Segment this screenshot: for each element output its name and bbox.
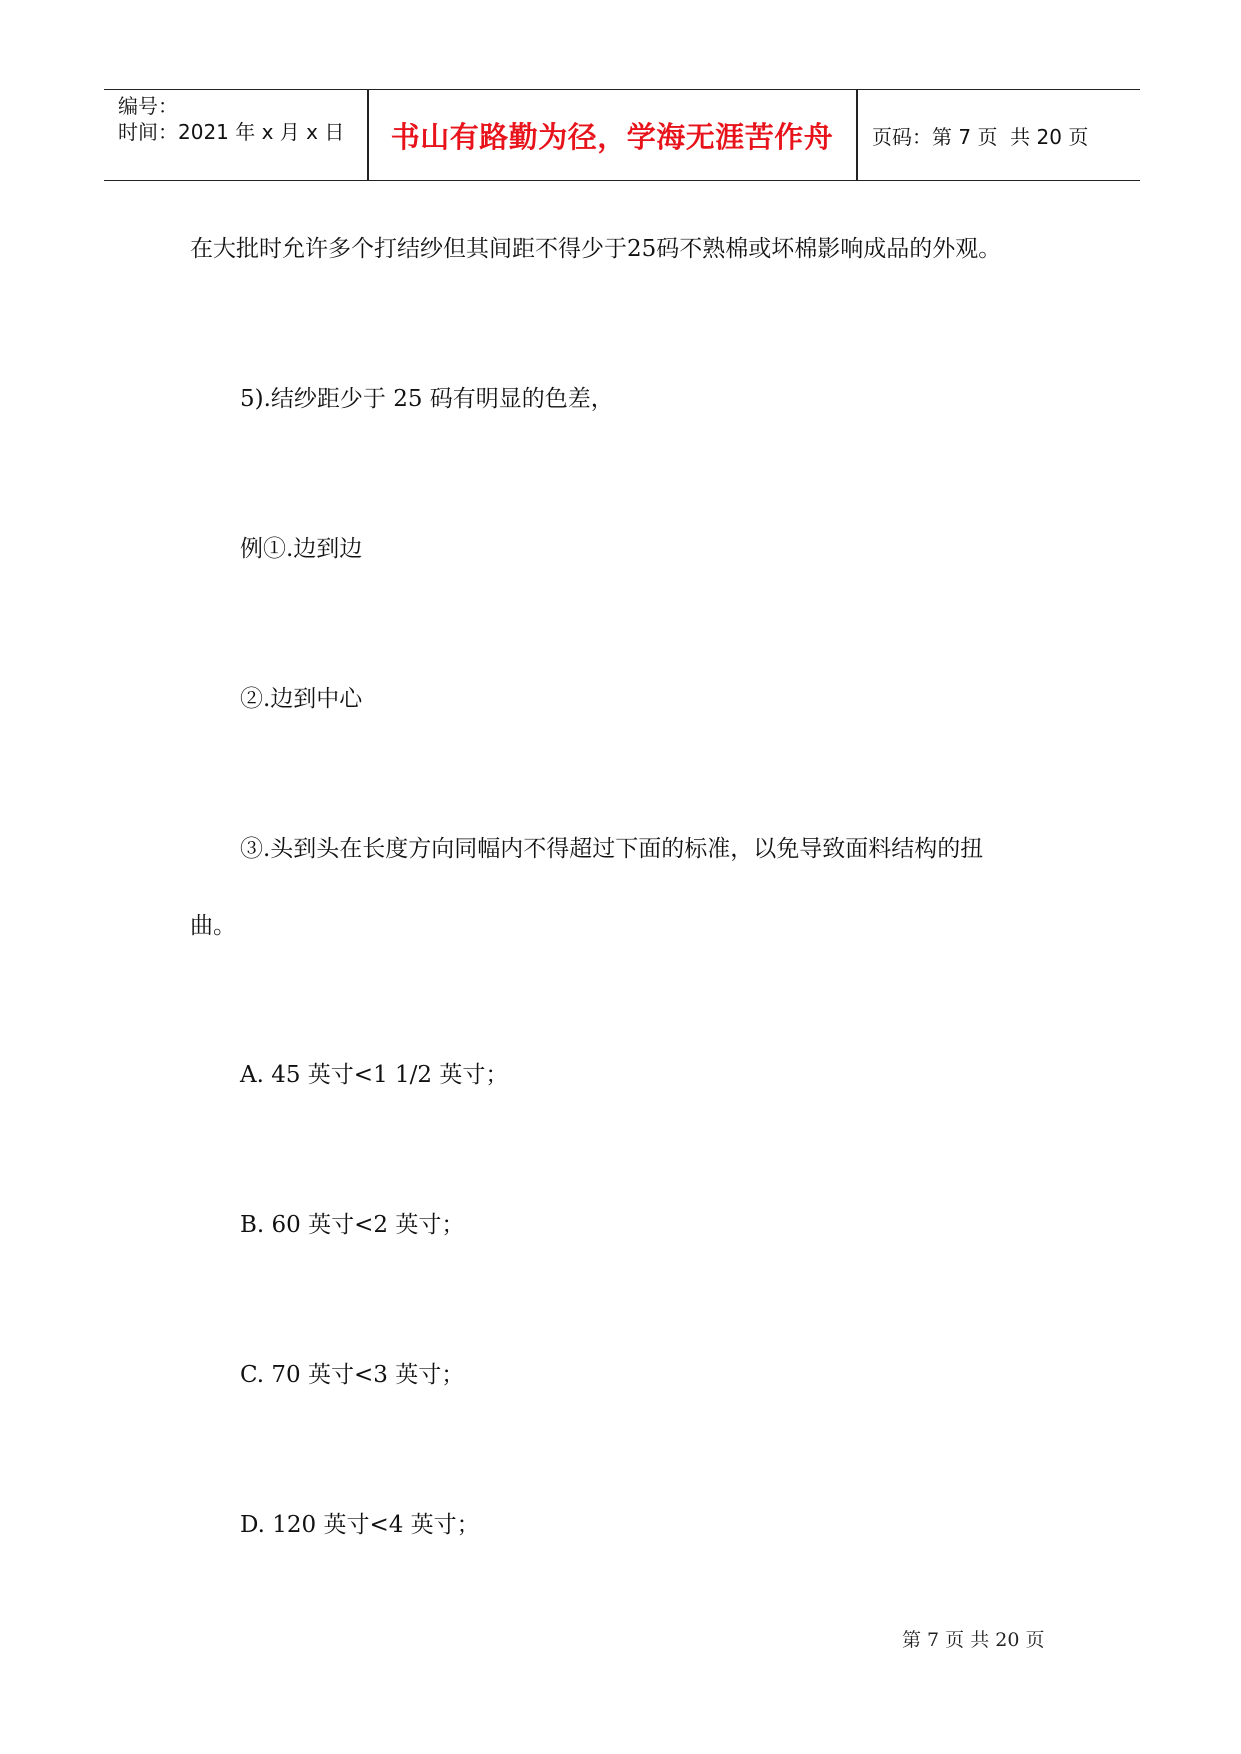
list-item-c: C. 70 英寸<3 英寸；	[240, 1362, 465, 1388]
doc-date-label: 时间：2021 年 x 月 x 日	[118, 120, 345, 144]
page-info-text: 页码：第 7 页 共 20 页	[872, 124, 1089, 149]
paragraph-example-3: ③.头到头在长度方向同幅内不得超过下面的标准，以免导致面料结构的扭	[240, 836, 984, 862]
list-item-a: A. 45 英寸<1 1/2 英寸；	[240, 1062, 509, 1088]
paragraph-example-1: 例①.边到边	[240, 536, 363, 562]
header-page-info-cell	[858, 90, 1140, 180]
header-meta	[104, 90, 366, 180]
header-motto-cell	[369, 90, 855, 180]
paragraph-example-2: ②.边到中心	[240, 686, 363, 712]
paragraph-example-3-continued: 曲。	[190, 913, 236, 939]
list-item-b: B. 60 英寸<2 英寸；	[240, 1212, 465, 1238]
doc-number-label: 编号：	[118, 94, 178, 118]
motto-text: 书山有路勤为径，学海无涯苦作舟	[390, 119, 834, 154]
list-item-d: D. 120 英寸<4 英寸；	[240, 1512, 480, 1538]
page-footer: 第 7 页 共 20 页	[902, 1629, 1045, 1651]
paragraph-knotted-yarn: 在大批时允许多个打结纱但其间距不得少于25码不熟棉或坏棉影响成品的外观。	[190, 236, 1002, 262]
paragraph-item-5: 5).结纱距少于 25 码有明显的色差，	[240, 386, 614, 412]
document-header	[104, 89, 1140, 181]
